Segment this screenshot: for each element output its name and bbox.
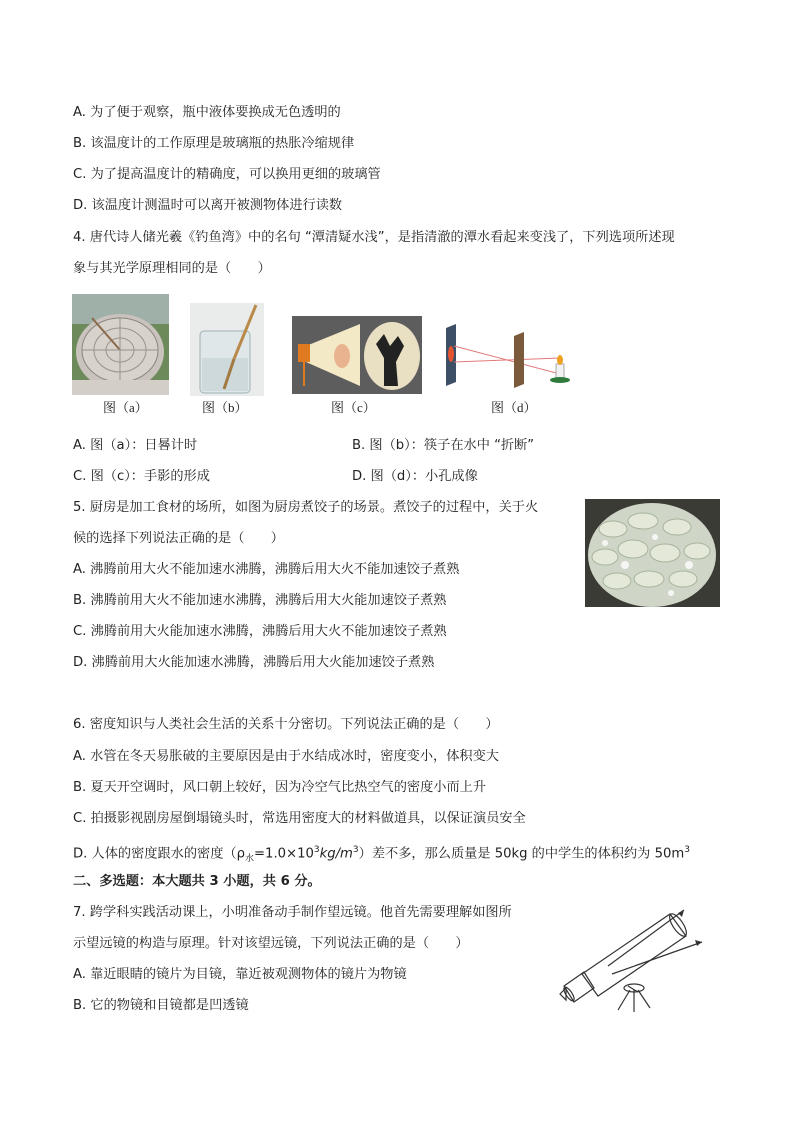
q5-stem-line1: 5. 厨房是加工食材的场所，如图为厨房煮饺子的场景。煮饺子的过程中，关于火 — [73, 500, 539, 515]
chopstick-in-water-image — [190, 303, 264, 396]
q6-option-b: B. 夏天开空调时，风口朝上较好，因为冷空气比热空气的密度小而上升 — [73, 780, 487, 795]
q3-option-c: C. 为了提高温度计的精确度，可以换用更细的玻璃管 — [73, 167, 381, 182]
q6-option-d-part2: =1.0×10 — [254, 846, 314, 862]
q6-option-d-part4: ）差不多，那么质量是 50kg 的中学生的体积约为 50m — [358, 846, 685, 862]
q6-option-d-superscript-3: 3 — [684, 845, 690, 855]
q6-option-a: A. 水管在冬天易胀破的主要原因是由于水结成冰时，密度变小，体积变大 — [73, 749, 499, 764]
q3-option-b: B. 该温度计的工作原理是玻璃瓶的热胀冷缩规律 — [73, 136, 355, 151]
q6-option-c: C. 拍摄影视剧房屋倒塌镜头时，常选用密度大的材料做道具，以保证演员安全 — [73, 811, 526, 826]
sundial-image — [72, 294, 169, 395]
boiling-dumplings-image — [585, 499, 720, 607]
q4-option-a: A. 图（a）：日晷计时 — [73, 438, 198, 453]
q7-option-b: B. 它的物镜和目镜都是凹透镜 — [73, 998, 249, 1013]
q7-option-a: A. 靠近眼睛的镜片为目镜，靠近被观测物体的镜片为物镜 — [73, 967, 407, 982]
q3-option-d: D. 该温度计测温时可以离开被测物体进行读数 — [73, 198, 343, 213]
q6-option-d-part3: kg/m — [319, 846, 353, 862]
q5-option-b: B. 沸腾前用大火不能加速水沸腾，沸腾后用大火能加速饺子煮熟 — [73, 593, 447, 608]
q4-option-b: B. 图（b）：筷子在水中 “折断” — [352, 438, 535, 453]
q6-option-d-subscript: 水 — [244, 854, 254, 865]
q5-option-c: C. 沸腾前用大火能加速水沸腾，沸腾后用大火不能加速饺子煮熟 — [73, 624, 447, 639]
section-2-heading: 二、多选题：本大题共 3 小题，共 6 分。 — [73, 874, 321, 889]
q3-option-a: A. 为了便于观察，瓶中液体要换成无色透明的 — [73, 105, 341, 120]
pinhole-imaging-image — [440, 318, 578, 394]
q6-option-d-part1: D. 人体的密度跟水的密度（ρ — [73, 846, 245, 862]
q4-stem-line2: 象与其光学原理相同的是（ ） — [73, 261, 271, 276]
q7-stem-line2: 示望远镜的构造与原理。针对该望远镜，下列说法正确的是（ ） — [73, 936, 469, 951]
figure-a-caption: 图（a） — [103, 400, 148, 415]
q6-option-d-superscript-1: 3 — [313, 845, 320, 855]
q5-option-a: A. 沸腾前用大火不能加速水沸腾，沸腾后用大火不能加速饺子煮熟 — [73, 562, 460, 577]
figure-d-caption: 图（d） — [491, 400, 537, 415]
q6-option-d — [73, 841, 690, 868]
hand-shadow-image — [292, 316, 422, 394]
q7-stem-line1: 7. 跨学科实践活动课上，小明准备动手制作望远镜。他首先需要理解如图所 — [73, 905, 512, 920]
q4-option-c: C. 图（c）：手影的形成 — [73, 469, 210, 484]
figure-b-caption: 图（b） — [202, 400, 248, 415]
q4-option-d: D. 图（d）：小孔成像 — [352, 469, 478, 484]
q5-stem-line2: 候的选择下列说法正确的是（ ） — [73, 531, 284, 546]
figure-c-caption: 图（c） — [331, 400, 376, 415]
q6-stem: 6. 密度知识与人类社会生活的关系十分密切。下列说法正确的是（ ） — [73, 717, 499, 732]
q5-option-d: D. 沸腾前用大火能加速水沸腾，沸腾后用大火能加速饺子煮熟 — [73, 655, 435, 670]
telescope-diagram — [552, 902, 720, 1014]
q4-stem-line1: 4. 唐代诗人储光羲《钓鱼湾》中的名句 “潭清疑水浅”，是指清澈的潭水看起来变浅了，下列选项所述现 — [73, 230, 675, 245]
q6-option-d-superscript-2: 3 — [352, 845, 359, 855]
